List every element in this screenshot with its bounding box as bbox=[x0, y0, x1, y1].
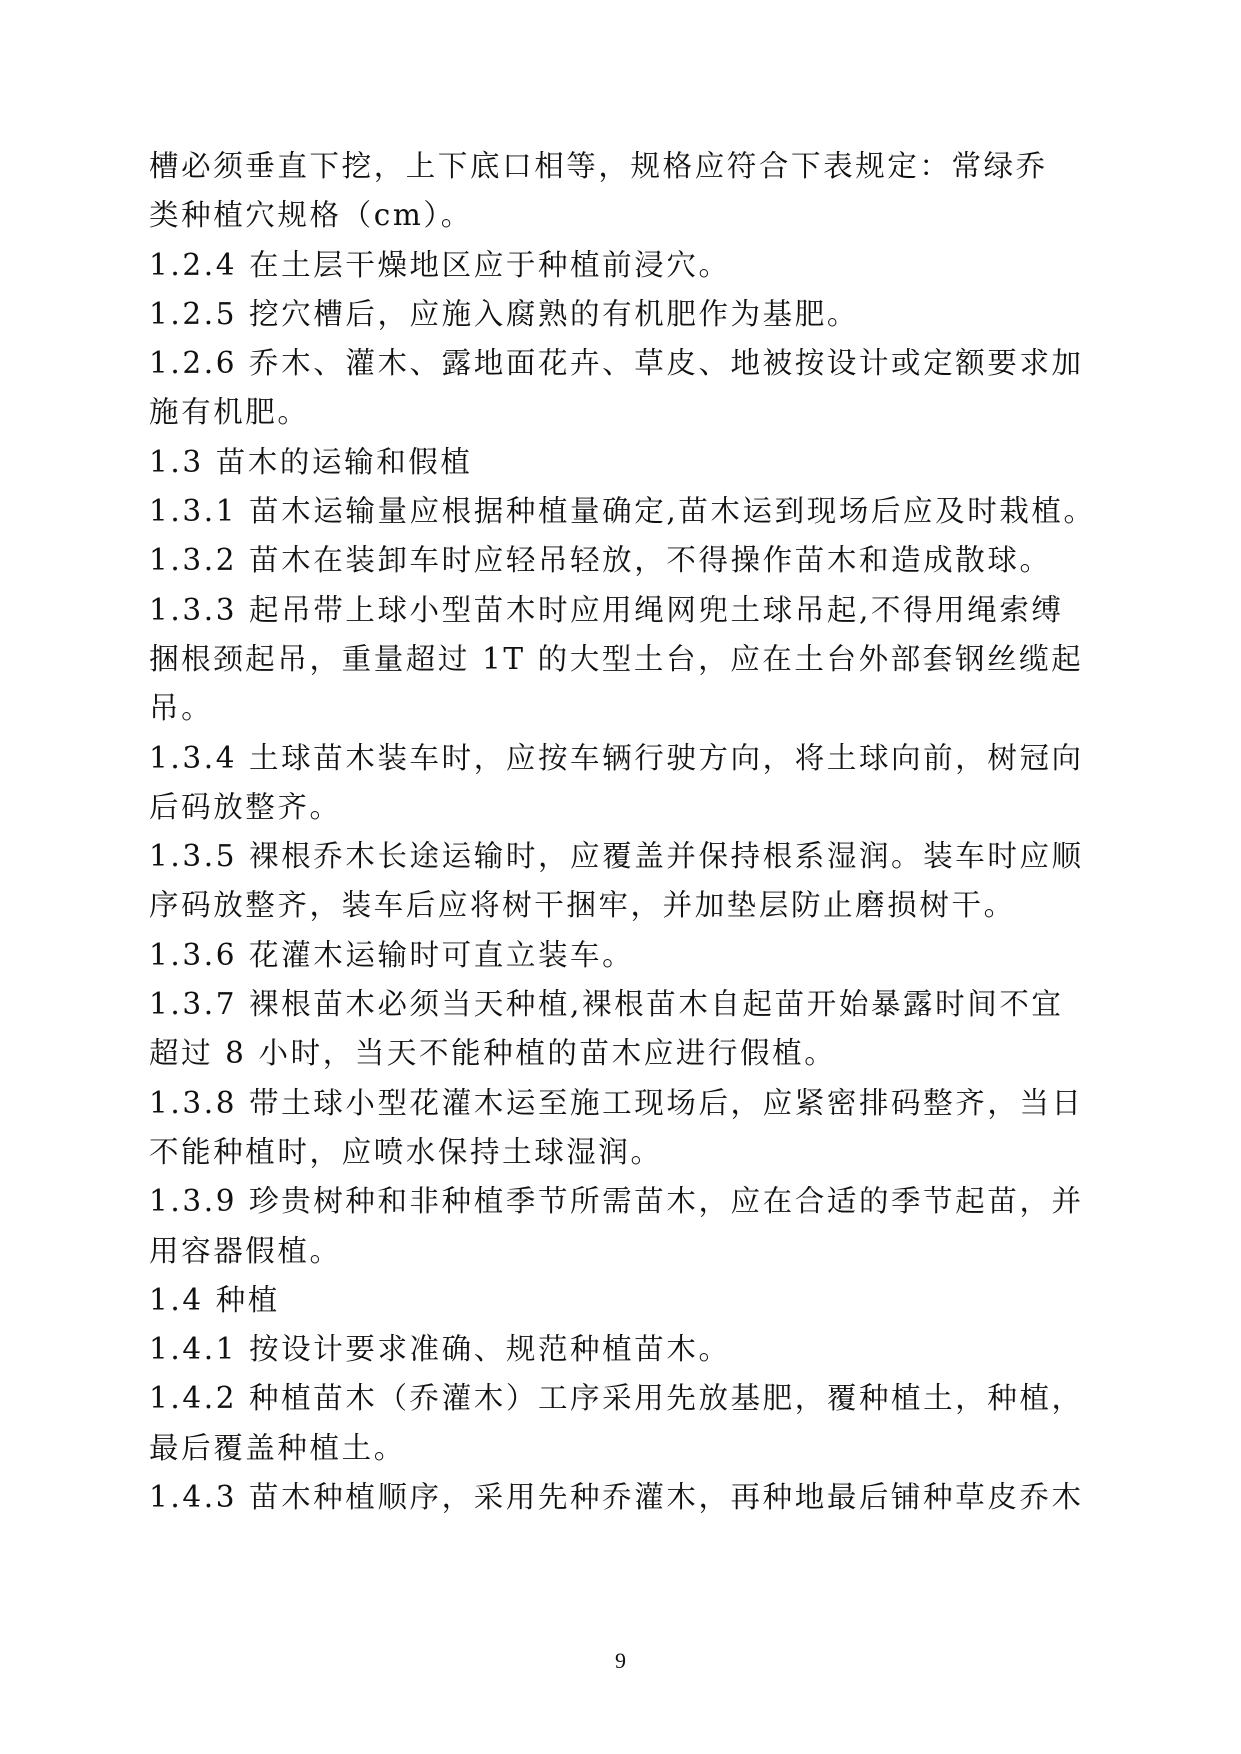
text-line: 用容器假植。 bbox=[149, 1233, 342, 1268]
text-line: 1.3.9 珍贵树种和非种植季节所需苗木，应在合适的季节起苗，并 bbox=[149, 1184, 1084, 1219]
text-line: 类种植穴规格（cm）。 bbox=[149, 198, 473, 233]
text-line: 1.3.7 裸根苗木必须当天种植,裸根苗木自起苗开始暴露时间不宜 bbox=[149, 987, 1064, 1022]
text-line: 1.3.4 土球苗木装车时，应按车辆行驶方向，将土球向前，树冠向 bbox=[149, 740, 1084, 775]
section-heading: 1.4 种植 bbox=[149, 1282, 280, 1317]
text-line: 1.2.5 挖穴槽后，应施入腐熟的有机肥作为基肥。 bbox=[149, 296, 859, 331]
text-line: 序码放整齐，装车后应将树干捆牢，并加垫层防止磨损树干。 bbox=[149, 888, 1016, 923]
text-line: 捆根颈起吊，重量超过 1T 的大型土台，应在土台外部套钢丝缆起 bbox=[149, 641, 1084, 676]
text-line: 1.3.5 裸根乔木长途运输时，应覆盖并保持根系湿润。装车时应顺 bbox=[149, 839, 1084, 874]
document-body bbox=[149, 142, 1099, 1522]
text-line: 1.3.3 起吊带上球小型苗木时应用绳网兜土球吊起,不得用绳索缚 bbox=[149, 592, 1064, 627]
text-line: 不能种植时，应喷水保持土球湿润。 bbox=[149, 1134, 663, 1169]
text-line: 1.3.6 花灌木运输时可直立装车。 bbox=[149, 937, 635, 972]
text-line: 1.3.2 苗木在装卸车时应轻吊轻放，不得操作苗木和造成散球。 bbox=[149, 543, 1052, 578]
text-line: 1.4.3 苗木种植顺序，采用先种乔灌木，再种地最后铺种草皮乔木 bbox=[149, 1480, 1084, 1515]
text-line: 1.3.8 带土球小型花灌木运至施工现场后，应紧密排码整齐，当日 bbox=[149, 1085, 1084, 1120]
section-heading: 1.3 苗木的运输和假植 bbox=[149, 444, 473, 479]
text-line: 1.3.1 苗木运输量应根据种植量确定,苗木运到现场后应及时栽植。 bbox=[149, 494, 1096, 529]
text-line: 施有机肥。 bbox=[149, 395, 310, 430]
text-line: 1.2.6 乔木、灌木、露地面花卉、草皮、地被按设计或定额要求加 bbox=[149, 346, 1084, 381]
text-line: 1.4.1 按设计要求准确、规范种植苗木。 bbox=[149, 1332, 731, 1367]
text-line: 超过 8 小时，当天不能种植的苗木应进行假植。 bbox=[149, 1036, 837, 1071]
text-line: 槽必须垂直下挖，上下底口相等，规格应符合下表规定：常绿乔 bbox=[149, 149, 1048, 183]
text-line: 最后覆盖种植土。 bbox=[149, 1430, 406, 1465]
text-line: 1.4.2 种植苗木（乔灌木）工序采用先放基肥，覆种植土，种植， bbox=[149, 1381, 1084, 1416]
text-line: 1.2.4 在土层干燥地区应于种植前浸穴。 bbox=[149, 247, 731, 282]
page-number: 9 bbox=[615, 1648, 626, 1673]
text-line: 后码放整齐。 bbox=[149, 789, 342, 824]
text-line: 吊。 bbox=[149, 691, 214, 726]
